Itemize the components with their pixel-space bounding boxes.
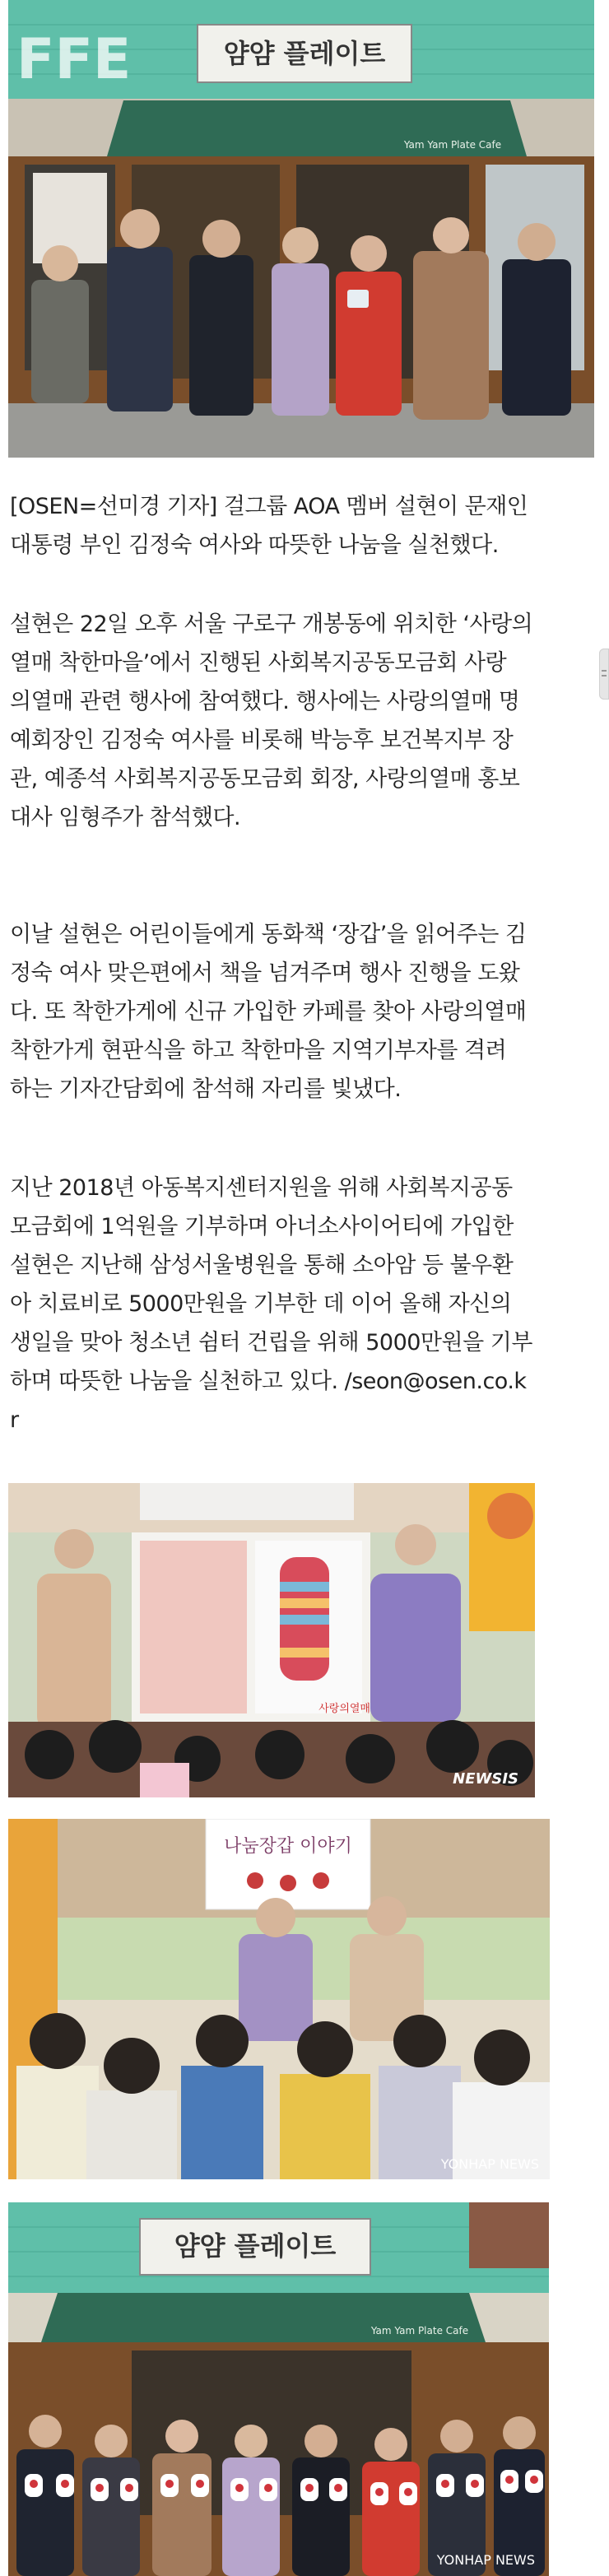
mittens-group-illustration <box>8 2202 549 2576</box>
awning-text: Yam Yam Plate Cafe <box>403 139 502 151</box>
wall-text: FFE <box>16 27 132 92</box>
paragraph-3: 이날 설현은 어린이들에게 동화책 ‘장갑’을 읽어주는 김 정숙 여사 맞은편에서 책을 넘겨주며 행사 진행을 도왔 다. 또 착한가게에 신규 가입한 카페를 찾아 사랑의열매 착한가게 현판식을 하고 착한마을 지역기부자를 격려 하는 기자간담회에 참석해 자리를 빛냈다. <box>10 922 527 1102</box>
cafe-sign-2: 얌얌 플레이트 <box>174 2230 337 2262</box>
board-label: 사랑의열매 <box>318 1703 370 1715</box>
book-reading-photo <box>8 1483 535 1797</box>
paragraph-2: 설현은 22일 오후 서울 구로구 개봉동에 위치한 ‘사랑의 열매 착한마을’에서 진행된 사회복지공동모금회 사랑 의열매 관련 행사에 참여했다. 행사에는 사랑의열매 명 예회장인 김정숙 여사를 비롯해 박능후 보건복지부 장 관, 예종석 사회복지공동모금회 회장, 사랑의열매 홍보 대사 임형주가 참석했다. <box>10 611 533 830</box>
cafe-storefront-photo <box>8 0 594 458</box>
paragraph-1: [OSEN=선미경 기자] 걸그룹 AOA 멤버 설현이 문재인 대통령 부인 김정숙 여사와 따뜻한 나눔을 실천했다. <box>10 494 528 558</box>
yonhap-watermark-4: YONHAP NEWS <box>436 2552 535 2568</box>
yonhap-watermark-3: YONHAP NEWS <box>440 2156 539 2172</box>
newsis-watermark: NEWSIS <box>453 1770 518 1788</box>
cafe-storefront-illustration <box>8 0 594 458</box>
scroll-handle[interactable] <box>599 649 609 700</box>
book-reading-illustration <box>8 1483 535 1797</box>
banner-text: 나눔장갑 이야기 <box>224 1836 352 1857</box>
awning-text-2: Yam Yam Plate Cafe <box>370 2325 469 2337</box>
children-banner-photo <box>8 1819 550 2179</box>
paragraph-4: 지난 2018년 아동복지센터지원을 위해 사회복지공동 모금회에 1억원을 기부하며 아너소사이어티에 가입한 설현은 지난해 삼성서울병원을 통해 소아암 등 불우환 아 치료비로 5000만원을 기부한 데 이어 올해 자신의 생일을 맞아 청소년 쉼터 건립을 위해 5000만원을 기부 하며 따뜻한 나눔을 실천하고 있다. /seon@osen.co.k r <box>10 1175 532 1433</box>
cafe-sign: 얌얌 플레이트 <box>223 38 386 69</box>
children-banner-illustration <box>8 1819 550 2179</box>
mittens-group-photo <box>8 2202 549 2576</box>
